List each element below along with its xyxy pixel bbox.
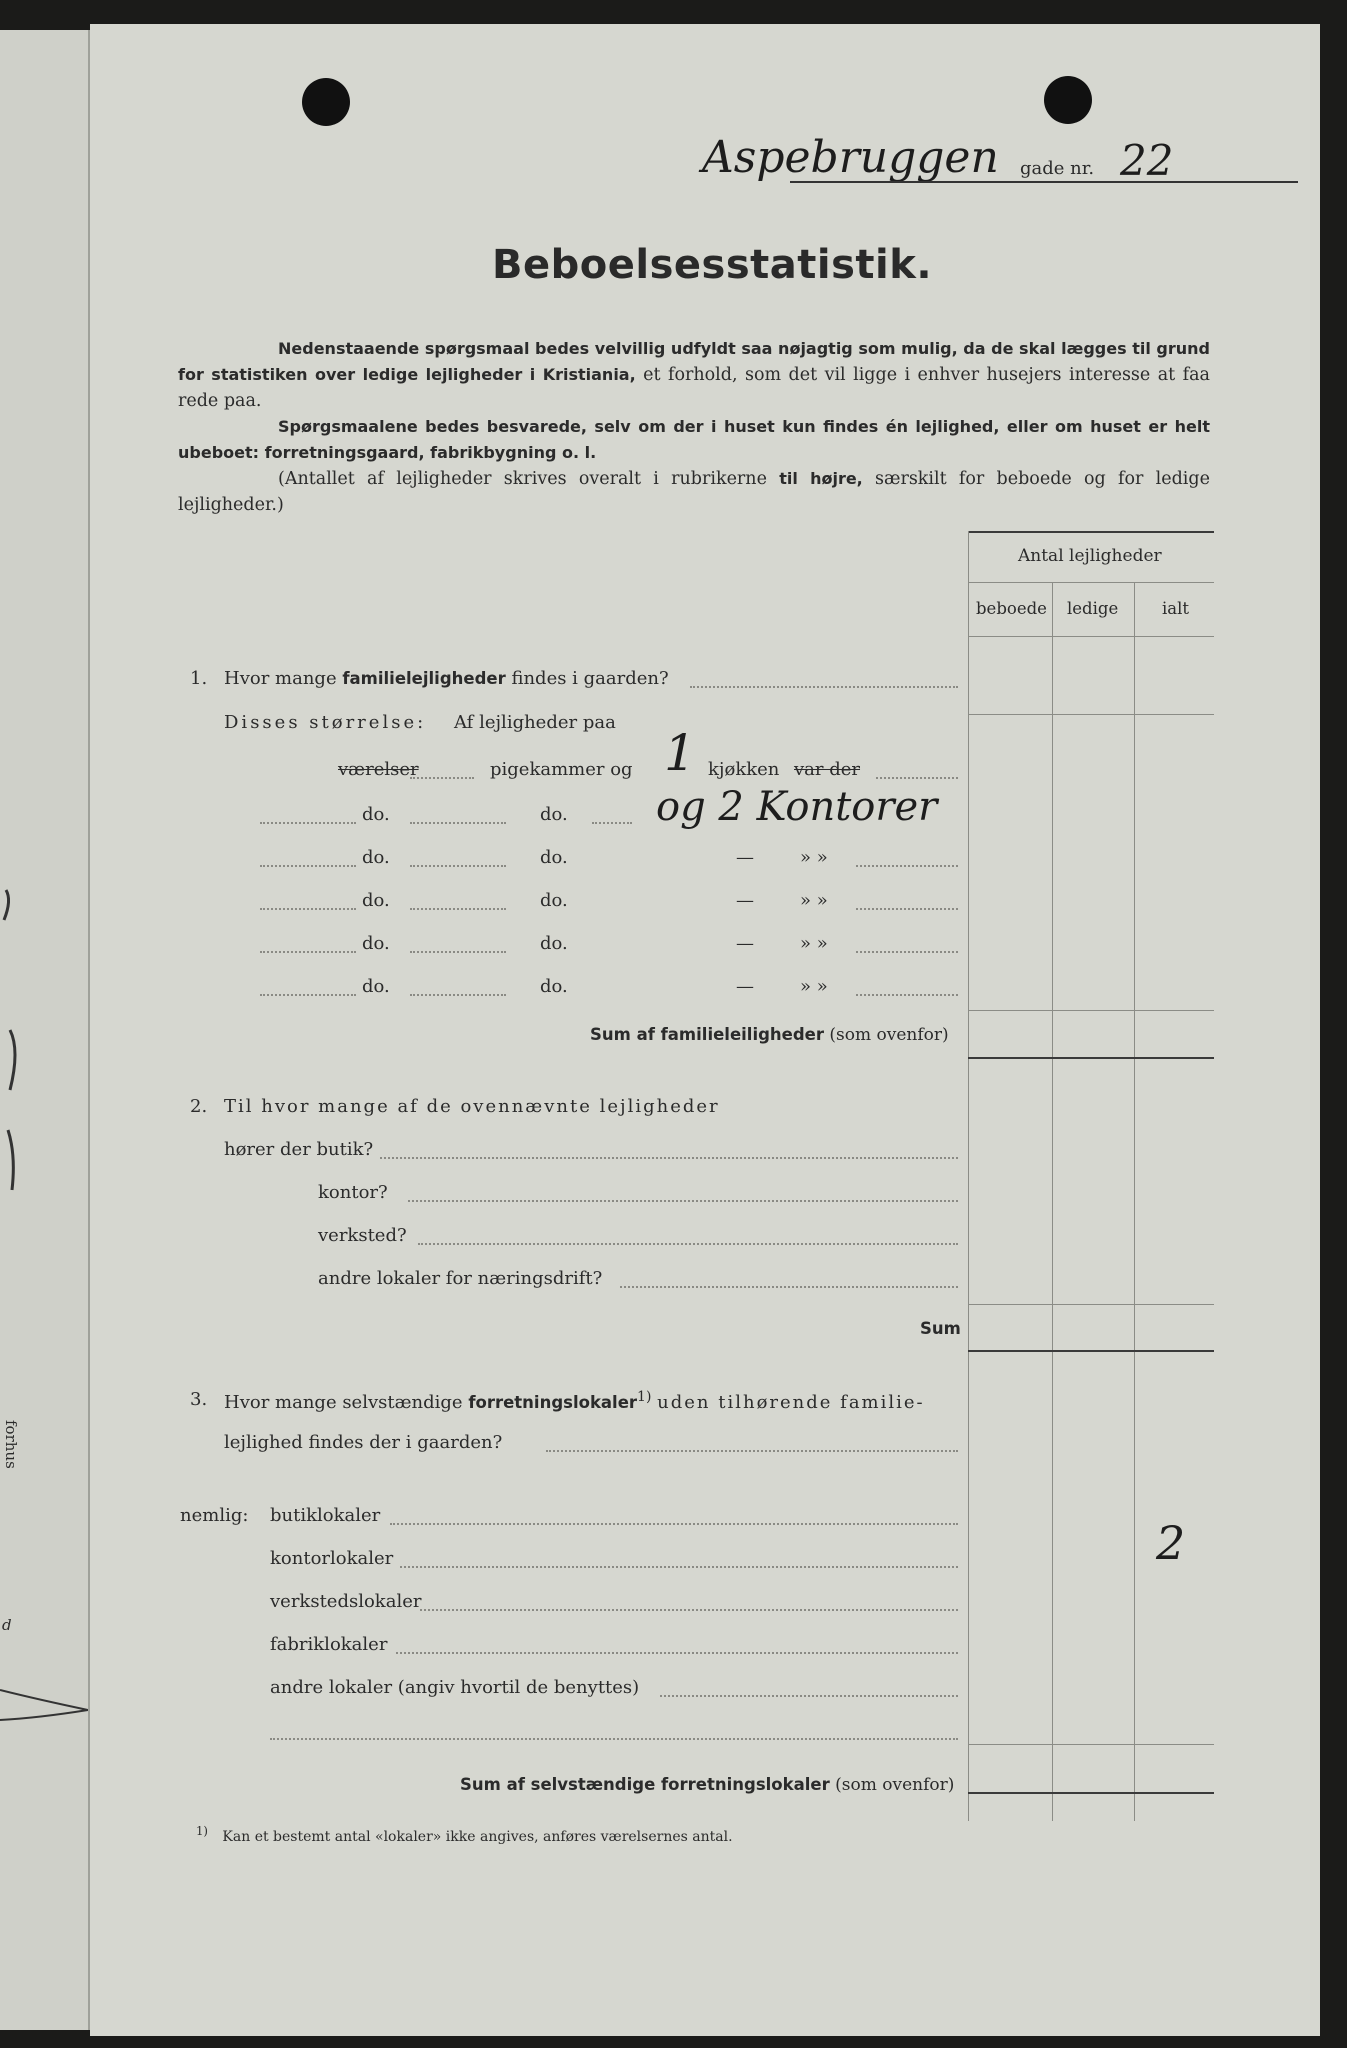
- q3-andre: andre lokaler (angiv hvortil de benyttes): [270, 1677, 640, 1698]
- q2-sum-bottom: [968, 1350, 1214, 1352]
- q2-sum-top: [968, 1304, 1214, 1305]
- q3-office-count-handwritten: 2: [1156, 1516, 1186, 1570]
- q3-text-a: Hvor mange selvstændige: [224, 1392, 463, 1413]
- intro-p3-bold: til højre,: [779, 469, 863, 488]
- q1-row2-do-1: do.: [362, 847, 390, 868]
- q1-row2-do-2: do.: [540, 847, 568, 868]
- q1-row2-lead: [260, 865, 356, 867]
- table-header-divider: [968, 582, 1214, 583]
- q2-sum: Sum: [920, 1319, 961, 1338]
- margin-pen-strokes: [0, 30, 88, 2030]
- q2-andre: andre lokaler for næringsdrift?: [318, 1268, 603, 1289]
- q1-row3-mid: [410, 908, 506, 910]
- q2-kontor-dots: [408, 1200, 958, 1202]
- q3-sum-rest: (som ovenfor): [835, 1775, 955, 1795]
- intro-p3-a: (Antallet af lejligheder skrives overalt i rubrikerne: [278, 469, 767, 489]
- q1-row4-ditto: » »: [800, 933, 828, 954]
- q1-row4-dash: —: [736, 933, 754, 954]
- q2-butik: hører der butik?: [224, 1139, 374, 1160]
- q1-sizes-text: Af lejligheder paa: [454, 712, 616, 733]
- q1-row5-tail: [856, 994, 958, 996]
- q1-row5-do-2: do.: [540, 976, 568, 997]
- intro-p2: Spørgsmaalene bedes besvarede, selv om der i huset kun findes én lejlighed, eller om huset er helt ubeboet: forretningsgaard, fabrikbygning o. l.: [178, 417, 1210, 462]
- q3-question-dots: [546, 1450, 958, 1452]
- q1-row3-do-1: do.: [362, 890, 390, 911]
- address-underline: [790, 181, 1298, 183]
- q3-text-b: uden tilhørende familie-: [657, 1392, 925, 1413]
- table-subheader-divider: [968, 636, 1214, 637]
- q1-header-dots: [876, 777, 958, 779]
- form-page: [90, 24, 1320, 2036]
- q1-row5-ditto: » »: [800, 976, 828, 997]
- q1-row4-tail: [856, 951, 958, 953]
- q3-kontor-dots: [400, 1566, 958, 1568]
- q1-row1-mid: [410, 822, 506, 824]
- q1-row4-mid: [410, 951, 506, 953]
- street-name-handwritten: Aspebruggen: [702, 132, 999, 183]
- q3-verkstedslokaler: verkstedslokaler: [270, 1591, 422, 1612]
- q1-question: [224, 668, 669, 689]
- q3-butiklokaler: butiklokaler: [270, 1505, 381, 1526]
- house-number-handwritten: 22: [1120, 136, 1174, 185]
- q1-row5-mid: [410, 994, 506, 996]
- street-suffix: gade nr.: [1020, 158, 1095, 179]
- q1-row3-tail: [856, 908, 958, 910]
- intro-paragraph-3: [178, 466, 1210, 518]
- q1-row1-do-1: do.: [362, 804, 390, 825]
- q1-text-bold: familielejligheder: [342, 669, 506, 688]
- intro-p1-a: Nedenstaaende spørgsmaal bedes velvillig udfyldt saa nøjagtig som mulig, da de skal lægges til grund for statistiken over ledige lejligheder i Kristiania,: [178, 339, 1210, 384]
- col-header-beboede: beboede: [976, 599, 1047, 618]
- q1-dot-leader: [690, 686, 958, 688]
- q1-row4-do-2: do.: [540, 933, 568, 954]
- q1-row4-do-1: do.: [362, 933, 390, 954]
- q3-butik-dots: [390, 1523, 958, 1525]
- q1-col-var-der: var der: [794, 759, 861, 780]
- q1-number: 1.: [190, 668, 208, 689]
- q2-andre-dots: [620, 1286, 958, 1288]
- q1-col-kjokken: kjøkken: [708, 759, 780, 780]
- q3-kontorlokaler: kontorlokaler: [270, 1548, 394, 1569]
- q1-row1-tail: [592, 822, 632, 824]
- punch-hole-right: [1044, 76, 1092, 124]
- q3-nemlig: nemlig:: [180, 1505, 249, 1526]
- q1-row2-tail: [856, 865, 958, 867]
- q2-number: 2.: [190, 1096, 208, 1117]
- q1-row3-do-2: do.: [540, 890, 568, 911]
- q1-sum-rest: (som ovenfor): [829, 1025, 949, 1045]
- q1-row3-ditto: » »: [800, 890, 828, 911]
- intro-p1-b: et forhold, som det vil ligge i enhver husejers interesse at faa rede paa.: [178, 365, 1210, 411]
- q3-fabrik-dots: [396, 1652, 958, 1654]
- q3-sum-top: [968, 1744, 1214, 1745]
- col-header-ledige: ledige: [1067, 599, 1119, 618]
- q1-text-a: Hvor mange: [224, 668, 337, 689]
- footnote: [196, 1824, 733, 1845]
- margin-text-forhus: forhus: [2, 1420, 20, 1469]
- q1-col-vaerelser: værelser: [338, 759, 419, 780]
- table-col-divider-2: [1134, 582, 1135, 1821]
- intro-paragraph-2: [178, 414, 1210, 466]
- adjacent-page-edge: [0, 30, 90, 2030]
- q1-row3-lead: [260, 908, 356, 910]
- q1-row5-do-1: do.: [362, 976, 390, 997]
- q1-sizes-label: Disses størrelse:: [224, 712, 427, 733]
- q3-sum-bold: Sum af selvstændige forretningslokaler: [460, 1775, 830, 1794]
- q1-row2-mid: [410, 865, 506, 867]
- q1-row4-lead: [260, 951, 356, 953]
- punch-hole-left: [302, 78, 350, 126]
- q2-kontor: kontor?: [318, 1182, 388, 1203]
- q3-question-cont: lejlighed findes der i gaarden?: [224, 1432, 503, 1453]
- table-top-border: [968, 531, 1214, 533]
- q3-footnote-mark: 1): [637, 1389, 652, 1405]
- q2-verksted: verksted?: [318, 1225, 407, 1246]
- q3-sum-bottom: [968, 1792, 1214, 1794]
- q3-verksted-dots: [420, 1609, 958, 1611]
- q3-andre-dots: [660, 1695, 958, 1697]
- q3-text-bold: forretningslokaler: [468, 1393, 638, 1412]
- q1-sum-top: [968, 1010, 1214, 1011]
- footnote-mark: 1): [196, 1824, 208, 1838]
- table-header-title: Antal lejligheder: [1018, 546, 1162, 566]
- q1-row1-do-2: do.: [540, 804, 568, 825]
- q2-question: Til hvor mange af de ovennævnte lejligheder: [224, 1096, 720, 1117]
- q1-sum-bold: Sum af familieleiligheder: [590, 1025, 824, 1044]
- q2-butik-dots: [380, 1157, 958, 1159]
- q3-fabriklokaler: fabriklokaler: [270, 1634, 388, 1655]
- q1-row-line: [968, 714, 1214, 715]
- q3-number: 3.: [190, 1389, 208, 1410]
- q1-text-b: findes i gaarden?: [511, 668, 669, 689]
- q1-sum-bottom: [968, 1057, 1214, 1059]
- intro-p3-b: særskilt for beboede og for ledige lejligheder.): [178, 469, 1210, 515]
- q2-verksted-dots: [418, 1243, 958, 1245]
- q1-sum-line: [590, 1025, 949, 1045]
- q1-vaerelser-dots: [410, 777, 474, 779]
- q1-row1-lead: [260, 822, 356, 824]
- intro-paragraph-1: [178, 336, 1210, 414]
- q1-col-pigekammer: pigekammer og: [490, 759, 633, 780]
- q1-row5-lead: [260, 994, 356, 996]
- footnote-text: Kan et bestemt antal «lokaler» ikke angives, anføres værelsernes antal.: [222, 1828, 733, 1845]
- q3-question: [224, 1389, 925, 1413]
- form-title: Beboelsesstatistik.: [492, 242, 933, 288]
- col-header-ialt: ialt: [1162, 599, 1190, 618]
- q1-kitchen-count-handwritten: 1: [664, 724, 696, 782]
- q1-row5-dash: —: [736, 976, 754, 997]
- q1-row3-dash: —: [736, 890, 754, 911]
- q1-row2-ditto: » »: [800, 847, 828, 868]
- table-left-border: [968, 531, 969, 1821]
- table-col-divider-1: [1052, 582, 1053, 1821]
- q3-sum-line: [460, 1775, 954, 1795]
- margin-text-d: d: [2, 1616, 12, 1634]
- q1-office-note-handwritten: og 2 Kontorer: [656, 784, 938, 830]
- q3-blank-line-dots: [270, 1738, 958, 1740]
- q1-row2-dash: —: [736, 847, 754, 868]
